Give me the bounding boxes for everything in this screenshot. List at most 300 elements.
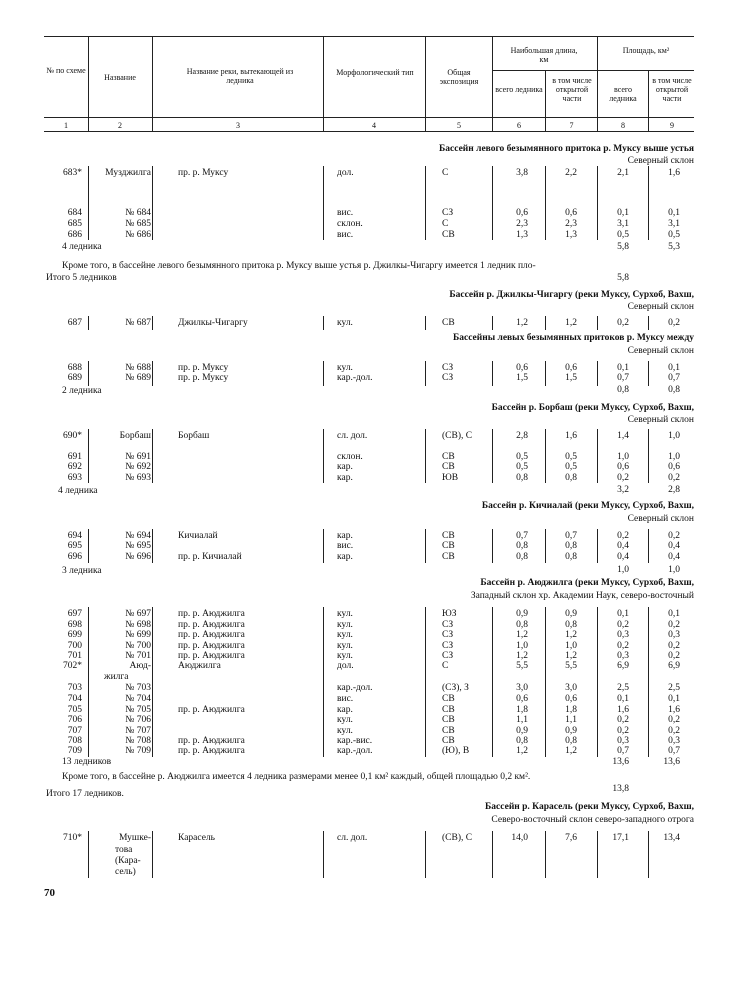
group-sub-rule [492, 70, 694, 71]
cell-n: 709 [67, 746, 82, 756]
column-bar [152, 529, 153, 563]
cell-river: пр. р. Муксу [178, 168, 229, 178]
column-bar [88, 316, 89, 330]
cell-l1: 14,0 [511, 833, 528, 843]
cell-n: 705 [67, 705, 82, 715]
cell-exp: СВ [442, 726, 455, 736]
cell-a2: 0,3 [668, 630, 680, 640]
summary-note: Кроме того, в бассейне р. Аюджилга имеется 4 ледника размерами менее 0,1 км² каждый, общей площадью 0,2 км². [62, 772, 531, 782]
col-number: 4 [372, 121, 376, 130]
cell-l2: 0,5 [565, 452, 577, 462]
cell-name: № 706 [125, 715, 151, 725]
basin-slope: Северный склон [627, 346, 694, 356]
cell-l1: 0,9 [516, 609, 528, 619]
header-sub-open: в том числе открытой части [652, 76, 692, 103]
cell-name: № 699 [125, 630, 151, 640]
cell-a2: 13,4 [663, 833, 680, 843]
cell-type: кар.-дол. [337, 683, 373, 693]
cell-river: Кичиалай [178, 531, 218, 541]
cell-name: № 688 [125, 363, 151, 373]
cell-exp: СВ [442, 715, 455, 725]
column-bar [323, 361, 324, 386]
cell-type: кул. [337, 726, 353, 736]
cell-a1: 0,2 [617, 726, 629, 736]
cell-type: вис. [337, 694, 354, 704]
cell-name: № 689 [125, 373, 151, 383]
cell-type: кул. [337, 715, 353, 725]
basin-title: Бассейн р. Аюджилга (реки Муксу, Сурхоб, Вахш, [480, 578, 694, 588]
cell-a2: 1,0 [668, 452, 680, 462]
cell-name: № 700 [125, 641, 151, 651]
cell-a1: 0,2 [617, 473, 629, 483]
column-bar [648, 166, 649, 240]
summary-label: 13 ледников [62, 757, 112, 767]
header-group-area: Площадь, км² [622, 46, 670, 55]
header-group-length: Наибольшая длина, км [510, 46, 578, 64]
cell-type: кар. [337, 531, 353, 541]
cell-a2: 1,6 [668, 705, 680, 715]
cell-l1: 2,8 [516, 431, 528, 441]
cell-exp: С [442, 168, 449, 178]
col-number: 2 [118, 121, 122, 130]
column-bar [492, 529, 493, 563]
cell-l1: 3,0 [516, 683, 528, 693]
cell-exp: СВ [442, 230, 455, 240]
cell-a1: 0,3 [617, 630, 629, 640]
cell-a2: 0,3 [668, 736, 680, 746]
cell-type: дол. [337, 168, 354, 178]
cell-n: 687 [67, 318, 82, 328]
column-bar [597, 166, 598, 240]
summary-label: 4 ледника [62, 242, 102, 252]
column-bar [597, 529, 598, 563]
cell-a1: 0,4 [617, 552, 629, 562]
cell-type: вис. [337, 208, 354, 218]
cell-river: пр. р. Аюджилга [178, 620, 245, 630]
column-bar [545, 529, 546, 563]
col-number: 9 [670, 121, 674, 130]
column-bar [648, 429, 649, 483]
cell-n: 693 [67, 473, 82, 483]
cell-name: № 695 [125, 541, 151, 551]
cell-n: 692 [67, 462, 82, 472]
cell-exp: СЗ [442, 373, 454, 383]
cell-river: пр. р. Муксу [178, 373, 229, 383]
cell-name: № 703 [125, 683, 151, 693]
header-col3: Название реки, вытекающей из ледника [186, 67, 294, 85]
header-sep [425, 36, 426, 131]
cell-type: кар.-дол. [337, 373, 373, 383]
cell-a2: 0,2 [668, 651, 680, 661]
cell-type: кул. [337, 620, 353, 630]
column-bar [323, 166, 324, 240]
summary-area-total: 13,6 [612, 757, 629, 767]
cell-a2: 1,6 [668, 168, 680, 178]
cell-l2: 0,8 [565, 541, 577, 551]
summary-area-open: 5,3 [668, 242, 680, 252]
column-bar [648, 529, 649, 563]
cell-l1: 1,8 [516, 705, 528, 715]
summary-note: Итого 17 ледников. [46, 789, 124, 799]
cell-l1: 1,1 [516, 715, 528, 725]
cell-a1: 6,9 [617, 661, 629, 671]
cell-name: Мушке- [118, 833, 151, 843]
summary-area-total: 5,8 [617, 273, 629, 283]
header-sep [323, 36, 324, 131]
cell-a2: 0,1 [668, 363, 680, 373]
cell-l1: 1,5 [516, 373, 528, 383]
cell-l1: 3,8 [516, 168, 528, 178]
glacier-name-cont: жилга [104, 672, 129, 682]
cell-l2: 0,7 [565, 531, 577, 541]
cell-exp: С [442, 661, 449, 671]
cell-exp: ЮЗ [442, 609, 457, 619]
cell-n: 707 [67, 726, 82, 736]
cell-l1: 1,3 [516, 230, 528, 240]
page-number: 70 [44, 887, 55, 899]
cell-a1: 0,4 [617, 541, 629, 551]
cell-type: кул. [337, 363, 353, 373]
header-sep [492, 36, 493, 131]
column-bar [152, 831, 153, 878]
cell-l1: 0,6 [516, 363, 528, 373]
cell-a2: 6,9 [668, 661, 680, 671]
cell-river: Аюджилга [178, 661, 221, 671]
cell-type: сл. дол. [337, 431, 368, 441]
basin-slope: Северный склон [627, 415, 694, 425]
cell-n: 708 [67, 736, 82, 746]
cell-name: № 693 [125, 473, 151, 483]
cell-n: 697 [67, 609, 82, 619]
cell-a2: 3,1 [668, 219, 680, 229]
cell-a1: 17,1 [612, 833, 629, 843]
column-bar [545, 607, 546, 757]
cell-a2: 0,2 [668, 641, 680, 651]
cell-river: пр. р. Аюджилга [178, 630, 245, 640]
column-bar [425, 607, 426, 757]
cell-a1: 0,3 [617, 736, 629, 746]
column-bar [597, 607, 598, 757]
cell-l1: 0,8 [516, 736, 528, 746]
cell-a2: 1,0 [668, 431, 680, 441]
cell-a1: 0,2 [617, 715, 629, 725]
column-bar [492, 361, 493, 386]
column-bar [492, 429, 493, 483]
cell-exp: (Ю), В [442, 746, 470, 756]
cell-l1: 0,5 [516, 452, 528, 462]
cell-name: № 691 [125, 452, 151, 462]
cell-l2: 1,2 [565, 651, 577, 661]
column-bar [648, 361, 649, 386]
column-bar [648, 607, 649, 757]
cell-type: кул. [337, 630, 353, 640]
cell-type: кул. [337, 651, 353, 661]
column-bar [648, 831, 649, 878]
cell-l2: 0,8 [565, 736, 577, 746]
cell-l2: 1,1 [565, 715, 577, 725]
basin-slope: Западный склон хр. Академии Наук, северо-восточный [470, 591, 694, 601]
header-col5: Общая экспозиция [439, 68, 479, 86]
cell-a1: 1,6 [617, 705, 629, 715]
column-bar [88, 529, 89, 563]
summary-note: Кроме того, в бассейне левого безымянного притока р. Муксу выше устья р. Джилкы-Чигаргу имеется 1 ледник пло- [62, 261, 536, 271]
cell-a2: 0,2 [668, 620, 680, 630]
cell-l1: 1,2 [516, 651, 528, 661]
cell-n: 688 [67, 363, 82, 373]
header-col1: № по схеме [46, 66, 86, 75]
cell-exp: СВ [442, 736, 455, 746]
cell-a2: 0,1 [668, 208, 680, 218]
cell-type: вис. [337, 541, 354, 551]
cell-n: 686 [67, 230, 82, 240]
cell-type: дол. [337, 661, 354, 671]
cell-n: 706 [67, 715, 82, 725]
column-bar [545, 361, 546, 386]
header-col2: Название [104, 73, 136, 82]
summary-area-open: 0,8 [668, 385, 680, 395]
cell-a2: 0,7 [668, 746, 680, 756]
cell-n: 704 [67, 694, 82, 704]
basin-title: Бассейн р. Борбаш (реки Муксу, Сурхоб, Вахш, [491, 403, 694, 413]
cell-exp: СВ [442, 705, 455, 715]
cell-exp: СВ [442, 694, 455, 704]
cell-exp: СЗ [442, 630, 454, 640]
cell-n: 700 [67, 641, 82, 651]
cell-l2: 1,3 [565, 230, 577, 240]
cell-name: № 694 [125, 531, 151, 541]
cell-l2: 2,2 [565, 168, 577, 178]
cell-exp: С [442, 219, 449, 229]
cell-l1: 0,8 [516, 473, 528, 483]
cell-a1: 1,4 [617, 431, 629, 441]
cell-n: 691 [67, 452, 82, 462]
cell-name: № 684 [125, 208, 151, 218]
cell-type: склон. [337, 452, 363, 462]
header-sub-open: в том числе открытой части [552, 76, 592, 103]
cell-n: 703 [67, 683, 82, 693]
cell-a2: 0,2 [668, 473, 680, 483]
cell-type: кул. [337, 318, 353, 328]
cell-name: № 705 [125, 705, 151, 715]
cell-exp: СЗ [442, 651, 454, 661]
cell-l2: 0,6 [565, 363, 577, 373]
column-bar [492, 831, 493, 878]
cell-l2: 5,5 [565, 661, 577, 671]
numbers-bottom-rule [44, 131, 694, 132]
cell-l1: 5,5 [516, 661, 528, 671]
cell-n: 699 [67, 630, 82, 640]
cell-a1: 0,7 [617, 373, 629, 383]
cell-river: пр. р. Аюджилга [178, 705, 245, 715]
cell-name: № 686 [125, 230, 151, 240]
cell-type: кар. [337, 705, 353, 715]
cell-l2: 0,6 [565, 208, 577, 218]
cell-exp: СВ [442, 318, 455, 328]
header-sep [648, 70, 649, 131]
column-bar [323, 607, 324, 757]
cell-l2: 1,2 [565, 318, 577, 328]
cell-l1: 0,5 [516, 462, 528, 472]
column-bar [597, 361, 598, 386]
cell-a2: 2,5 [668, 683, 680, 693]
cell-name: № 698 [125, 620, 151, 630]
cell-a1: 3,1 [617, 219, 629, 229]
cell-name: № 701 [125, 651, 151, 661]
summary-area-open: 13,6 [663, 757, 680, 767]
cell-a1: 0,3 [617, 651, 629, 661]
summary-area-total: 13,8 [612, 784, 629, 794]
cell-exp: (СВ), С [442, 431, 473, 441]
cell-l2: 0,8 [565, 620, 577, 630]
cell-river: пр. р. Аюджилга [178, 609, 245, 619]
cell-name: № 704 [125, 694, 151, 704]
cell-river: Борбаш [178, 431, 210, 441]
basin-title: Бассейн р. Джилкы-Чигаргу (реки Муксу, Сурхоб, Вахш, [449, 290, 694, 300]
cell-name: Борбаш [119, 431, 151, 441]
cell-l1: 0,8 [516, 620, 528, 630]
cell-l2: 0,9 [565, 609, 577, 619]
header-sub-total: всего ледника [495, 85, 543, 94]
cell-river: пр. р. Аюджилга [178, 651, 245, 661]
summary-area-open: 1,0 [668, 565, 680, 575]
column-bar [492, 607, 493, 757]
cell-a2: 0,2 [668, 318, 680, 328]
cell-name: № 697 [125, 609, 151, 619]
column-bar [648, 316, 649, 330]
cell-type: кул. [337, 609, 353, 619]
column-bar [545, 831, 546, 878]
column-bar [152, 607, 153, 757]
cell-a1: 0,2 [617, 318, 629, 328]
basin-slope: Северо-восточный склон северо-западного отрога [491, 815, 694, 825]
basin-slope: Северный склон [627, 302, 694, 312]
header-sep [152, 36, 153, 131]
column-bar [152, 166, 153, 240]
cell-n: 702* [63, 661, 82, 671]
summary-note: Итого 5 ледников [46, 273, 117, 283]
cell-l1: 1,2 [516, 630, 528, 640]
glacier-name-cont: сель) [115, 867, 136, 877]
cell-exp: СЗ [442, 641, 454, 651]
column-bar [323, 429, 324, 483]
cell-a1: 0,1 [617, 363, 629, 373]
cell-type: кар.-вис. [337, 736, 373, 746]
cell-a1: 0,2 [617, 620, 629, 630]
summary-area-open: 2,8 [668, 485, 680, 495]
cell-river: пр. р. Аюджилга [178, 746, 245, 756]
col-number: 5 [457, 121, 461, 130]
cell-l2: 2,3 [565, 219, 577, 229]
column-bar [425, 166, 426, 240]
column-bar [88, 429, 89, 483]
cell-a1: 0,2 [617, 641, 629, 651]
summary-area-total: 3,2 [617, 485, 629, 495]
cell-type: кар. [337, 462, 353, 472]
cell-a1: 0,1 [617, 694, 629, 704]
cell-l2: 3,0 [565, 683, 577, 693]
cell-l2: 0,9 [565, 726, 577, 736]
summary-area-total: 1,0 [617, 565, 629, 575]
cell-exp: СЗ [442, 620, 454, 630]
cell-type: сл. дол. [337, 833, 368, 843]
column-bar [88, 361, 89, 386]
summary-label: 2 ледника [62, 386, 102, 396]
column-bar [545, 316, 546, 330]
cell-a1: 0,1 [617, 609, 629, 619]
cell-n: 698 [67, 620, 82, 630]
cell-a1: 1,0 [617, 452, 629, 462]
basin-title: Бассейн р. Карасель (реки Муксу, Сурхоб, Вахш, [485, 802, 694, 812]
header-sep [88, 36, 89, 131]
cell-type: кар. [337, 473, 353, 483]
cell-l1: 1,2 [516, 318, 528, 328]
cell-a2: 0,6 [668, 462, 680, 472]
cell-a2: 0,5 [668, 230, 680, 240]
column-bar [545, 166, 546, 240]
header-sep [597, 36, 598, 131]
cell-a1: 0,5 [617, 230, 629, 240]
cell-name: № 707 [125, 726, 151, 736]
cell-l1: 0,6 [516, 694, 528, 704]
cell-name: № 687 [125, 318, 151, 328]
basin-slope: Северный склон [627, 156, 694, 166]
column-bar [425, 831, 426, 878]
cell-a2: 0,1 [668, 609, 680, 619]
cell-l2: 0,5 [565, 462, 577, 472]
column-bar [152, 429, 153, 483]
col-number: 8 [621, 121, 625, 130]
cell-l2: 1,8 [565, 705, 577, 715]
column-bar [323, 831, 324, 878]
cell-exp: СВ [442, 452, 455, 462]
cell-river: пр. р. Муксу [178, 363, 229, 373]
cell-l1: 0,6 [516, 208, 528, 218]
column-bar [492, 316, 493, 330]
column-bar [425, 316, 426, 330]
col-number: 1 [64, 121, 68, 130]
glacier-name-cont: (Кара- [115, 856, 141, 866]
cell-river: Джилкы-Чигаргу [178, 318, 248, 328]
cell-a1: 0,1 [617, 208, 629, 218]
cell-l1: 0,8 [516, 552, 528, 562]
col-number: 3 [236, 121, 240, 130]
cell-type: кар.-дол. [337, 746, 373, 756]
header-col4: Морфологический тип [336, 68, 414, 77]
cell-n: 696 [67, 552, 82, 562]
cell-l1: 2,3 [516, 219, 528, 229]
header-sub-total: всего ледника [609, 85, 637, 103]
cell-a2: 0,1 [668, 694, 680, 704]
cell-name: № 709 [125, 746, 151, 756]
cell-n: 710* [63, 833, 82, 843]
cell-a2: 0,2 [668, 531, 680, 541]
column-bar [425, 429, 426, 483]
column-bar [425, 361, 426, 386]
cell-a1: 2,1 [617, 168, 629, 178]
cell-exp: СЗ [442, 208, 454, 218]
basin-title: Бассейн левого безымянного притока р. Муксу выше устья [439, 144, 694, 154]
column-bar [152, 316, 153, 330]
cell-n: 695 [67, 541, 82, 551]
cell-river: пр. р. Кичиалай [178, 552, 242, 562]
basin-slope: Северный склон [627, 514, 694, 524]
cell-exp: (СВ), С [442, 833, 473, 843]
summary-area-total: 5,8 [617, 242, 629, 252]
cell-l1: 0,9 [516, 726, 528, 736]
cell-name: № 708 [125, 736, 151, 746]
cell-l2: 1,2 [565, 630, 577, 640]
cell-type: кул. [337, 641, 353, 651]
